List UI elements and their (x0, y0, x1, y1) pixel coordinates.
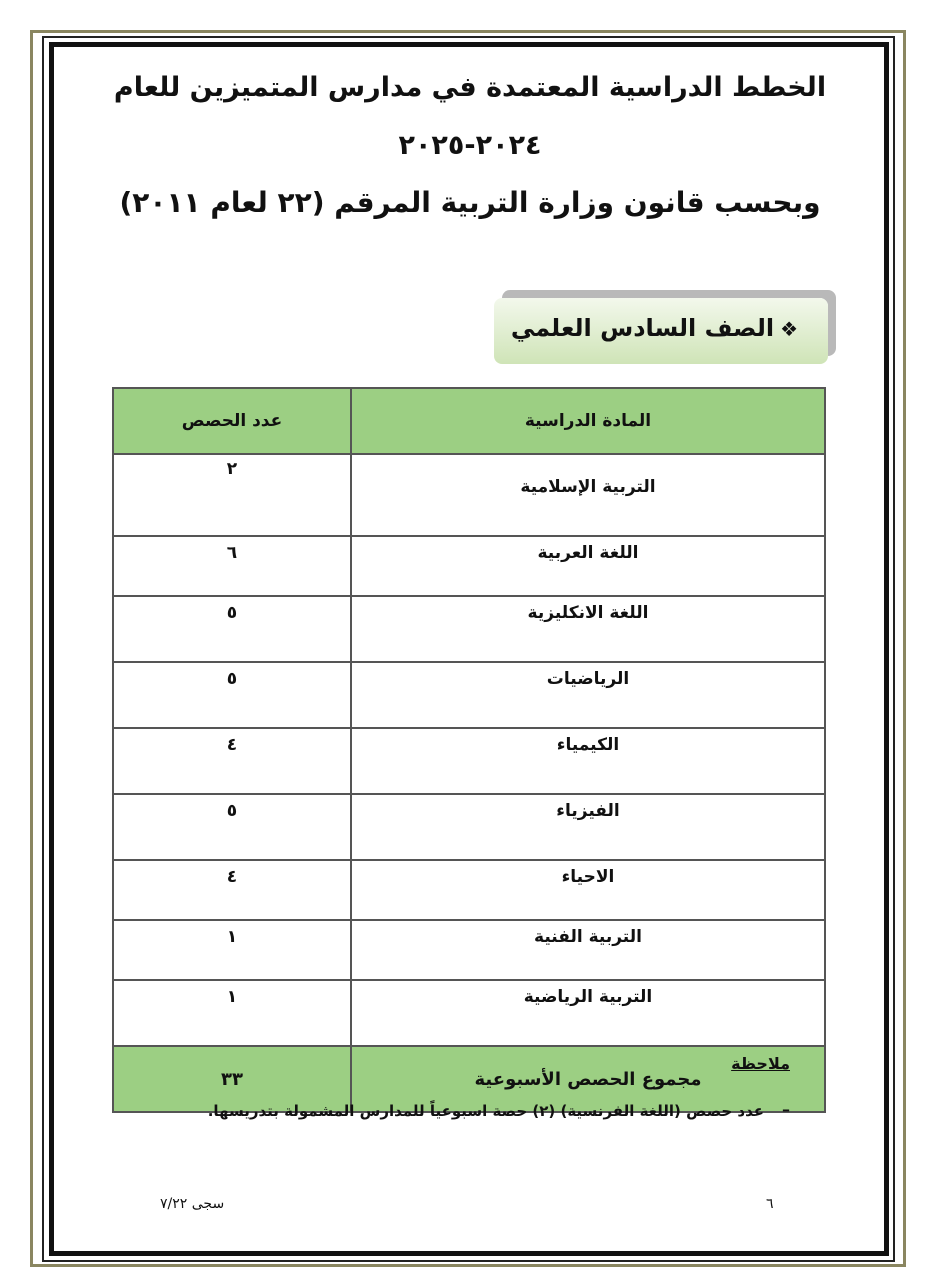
table-row (113, 980, 825, 1046)
subject-column-header: المادة الدراسية (351, 388, 825, 454)
periods-cell: ٦ (113, 536, 351, 596)
document-subtitle: وبحسب قانون وزارة التربية المرقم (٢٢ لعام ٢٠١١) (119, 186, 821, 219)
periods-cell: ٢ (113, 454, 351, 536)
section-heading-text: الصف السادس العلمي (510, 314, 775, 342)
footer-reference: سجى ٧/٢٢ (160, 1196, 225, 1212)
subject-cell: الفيزياء (351, 794, 825, 860)
periods-column-header: عدد الحصص (113, 388, 351, 454)
subject-cell: التربية الفنية (351, 920, 825, 980)
note-dash: – (782, 1100, 790, 1119)
periods-cell: ٥ (113, 596, 351, 662)
table-row (113, 596, 825, 662)
subject-cell: التربية الرياضية (351, 980, 825, 1046)
periods-cell: ٤ (113, 728, 351, 794)
total-value-cell: ٣٣ (113, 1046, 351, 1112)
table-row (113, 860, 825, 920)
subject-cell: الاحياء (351, 860, 825, 920)
study-plan-table (112, 387, 826, 1113)
section-heading-box (494, 298, 828, 364)
periods-cell: ١ (113, 920, 351, 980)
subject-cell: اللغة العربية (351, 536, 825, 596)
subject-cell: اللغة الانكليزية (351, 596, 825, 662)
diamond-bullet-icon: ❖ (780, 317, 798, 341)
table-row (113, 920, 825, 980)
document-title: الخطط الدراسية المعتمدة في مدارس المتميزين للعام (113, 72, 827, 103)
table-row (113, 662, 825, 728)
page-number: ٦ (766, 1196, 774, 1212)
periods-cell: ٥ (113, 794, 351, 860)
academic-year: ٢٠٢٤-٢٠٢٥ (398, 130, 542, 161)
table-row (113, 454, 825, 536)
section-heading (511, 314, 798, 342)
table-row (113, 728, 825, 794)
periods-cell: ١ (113, 980, 351, 1046)
table-row (113, 794, 825, 860)
periods-cell: ٥ (113, 662, 351, 728)
subject-cell: الرياضيات (351, 662, 825, 728)
total-label-cell: مجموع الحصص الأسبوعية (351, 1046, 825, 1112)
table-header-row (113, 388, 825, 454)
note-text: عدد حصص (اللغة الفرنسية) (٢) حصة اسبوعياً للمدارس المشمولة بتدريسها. (207, 1102, 764, 1120)
subject-cell: الكيمياء (351, 728, 825, 794)
periods-cell: ٤ (113, 860, 351, 920)
subject-cell: التربية الإسلامية (351, 454, 825, 536)
note-title: ملاحظة (731, 1054, 790, 1073)
table-row (113, 536, 825, 596)
